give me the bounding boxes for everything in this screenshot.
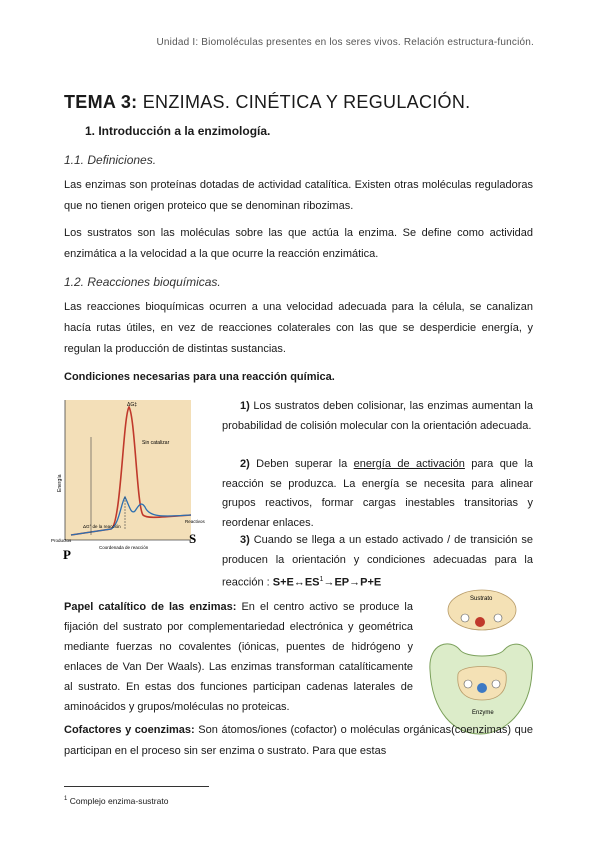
formula-part-a: S+E↔ES	[272, 576, 320, 589]
condition-2-num: 2)	[240, 458, 250, 470]
formula-part-b: →EP→P+E	[323, 576, 382, 589]
condition-1-num: 1)	[240, 400, 250, 412]
footnote-text: Complejo enzima-sustrato	[67, 796, 169, 806]
label-delta-g: ΔG° de la reacción	[83, 524, 121, 529]
cofactores-heading: Cofactores y coenzimas:	[64, 724, 195, 736]
label-top: ΔG‡	[127, 402, 138, 408]
paragraph-papel-catalitico	[64, 597, 413, 717]
paragraph-reacciones: Las reacciones bioquímicas ocurren a una velocidad adecuada para la célula, se canalizan hacía rutas útiles, en vez de reacciones colaterales con las que se desperdicie energía, y regulan la producción de distintas sustancias.	[64, 301, 533, 355]
label-sustrato: Sustrato	[470, 596, 493, 602]
condition-2-post: para que la reacción se produzca. La energía se necesita para alinear grupos reactivos, formar cargas inestables transitorias y reordenar enlaces.	[222, 458, 534, 529]
label-productos: Productos	[51, 538, 72, 543]
condition-1-text: Los sustratos deben colisionar, las enzimas aumentan la probabilidad de colisión molecular con la orientación adecuada.	[222, 400, 533, 432]
page-header: Unidad I: Biomoléculas presentes en los seres vivos. Relación estructura-función.	[156, 37, 534, 48]
paragraph-enzimas: Las enzimas son proteínas dotadas de actividad catalítica. Existen otras moléculas reguladoras que no tienen origen proteico que se denominan ribozimas.	[64, 179, 533, 212]
cofactores-text: Son átomos/iones (cofactor) o moléculas orgánicas(coenzimas) que participan en el proceso sin ser enzima o sustrato. Para que estas	[64, 724, 533, 757]
condition-3	[222, 531, 533, 593]
active-site-residue-2	[477, 683, 487, 693]
conditions-heading: Condiciones necesarias para una reacción química.	[64, 371, 335, 383]
condition-3-text: Cuando se llega a un estado activado / de transición se producen la orientación y condiciones adecuadas para la reacción :	[222, 534, 533, 589]
section-heading: 1. Introducción a la enzimología.	[85, 124, 271, 138]
condition-1	[222, 397, 533, 436]
label-energia: Energía	[57, 474, 63, 492]
figure-background	[65, 400, 191, 540]
label-enzyme: Enzyme	[472, 710, 494, 716]
condition-2	[222, 455, 533, 533]
subsection-definiciones: 1.1. Definiciones.	[64, 153, 157, 167]
footnote-separator	[64, 786, 209, 787]
condition-2-pre: Deben superar la	[249, 458, 354, 470]
active-site-residue-3	[492, 680, 500, 688]
enzyme-substrate-figure	[420, 588, 540, 738]
footnote-number: 1	[64, 796, 68, 803]
subsection-reacciones: 1.2. Reacciones bioquímicas.	[64, 275, 221, 289]
label-coordenada: Coordenada de reacción	[99, 545, 149, 550]
substrate-center-dot	[475, 617, 485, 627]
paragraph-sustratos: Los sustratos son las moléculas sobre las que actúa la enzima. Se define como actividad enzimática a la velocidad a la que ocurre la reacción enzimática.	[64, 227, 533, 260]
energia-activacion-term: energía de activación	[353, 458, 465, 470]
footnote	[64, 796, 168, 806]
active-site-residue-1	[464, 680, 472, 688]
page-title	[64, 92, 470, 113]
title-prefix: TEMA 3:	[64, 92, 138, 112]
paragraph-cofactores	[64, 720, 533, 762]
footnote-ref[interactable]: 1	[319, 576, 324, 583]
activation-energy-figure	[51, 397, 221, 567]
label-s: S	[189, 531, 197, 546]
papel-text: En el centro activo se produce la fijación del sustrato por complementariedad electrónica y geométrica mediante fuerzas no covalentes (iónicas, puentes de hidrógeno y enlaces de Van Der Waals). Las enzimas transforman catalíticamente al sustrato. En estas dos funciones participan cadenas laterales de aminoácidos y grupos/moléculas no proteicas.	[64, 601, 413, 713]
substrate-group-right	[494, 614, 502, 622]
label-reactivos: Reactivos	[185, 519, 205, 524]
substrate-group-left	[461, 614, 469, 622]
label-sin-catalizar: Sin catalizar	[142, 440, 170, 446]
condition-3-num: 3)	[240, 534, 250, 546]
title-rest: ENZIMAS. CINÉTICA Y REGULACIÓN.	[137, 92, 471, 112]
label-p: P	[63, 547, 71, 562]
papel-heading: Papel catalítico de las enzimas:	[64, 601, 237, 613]
